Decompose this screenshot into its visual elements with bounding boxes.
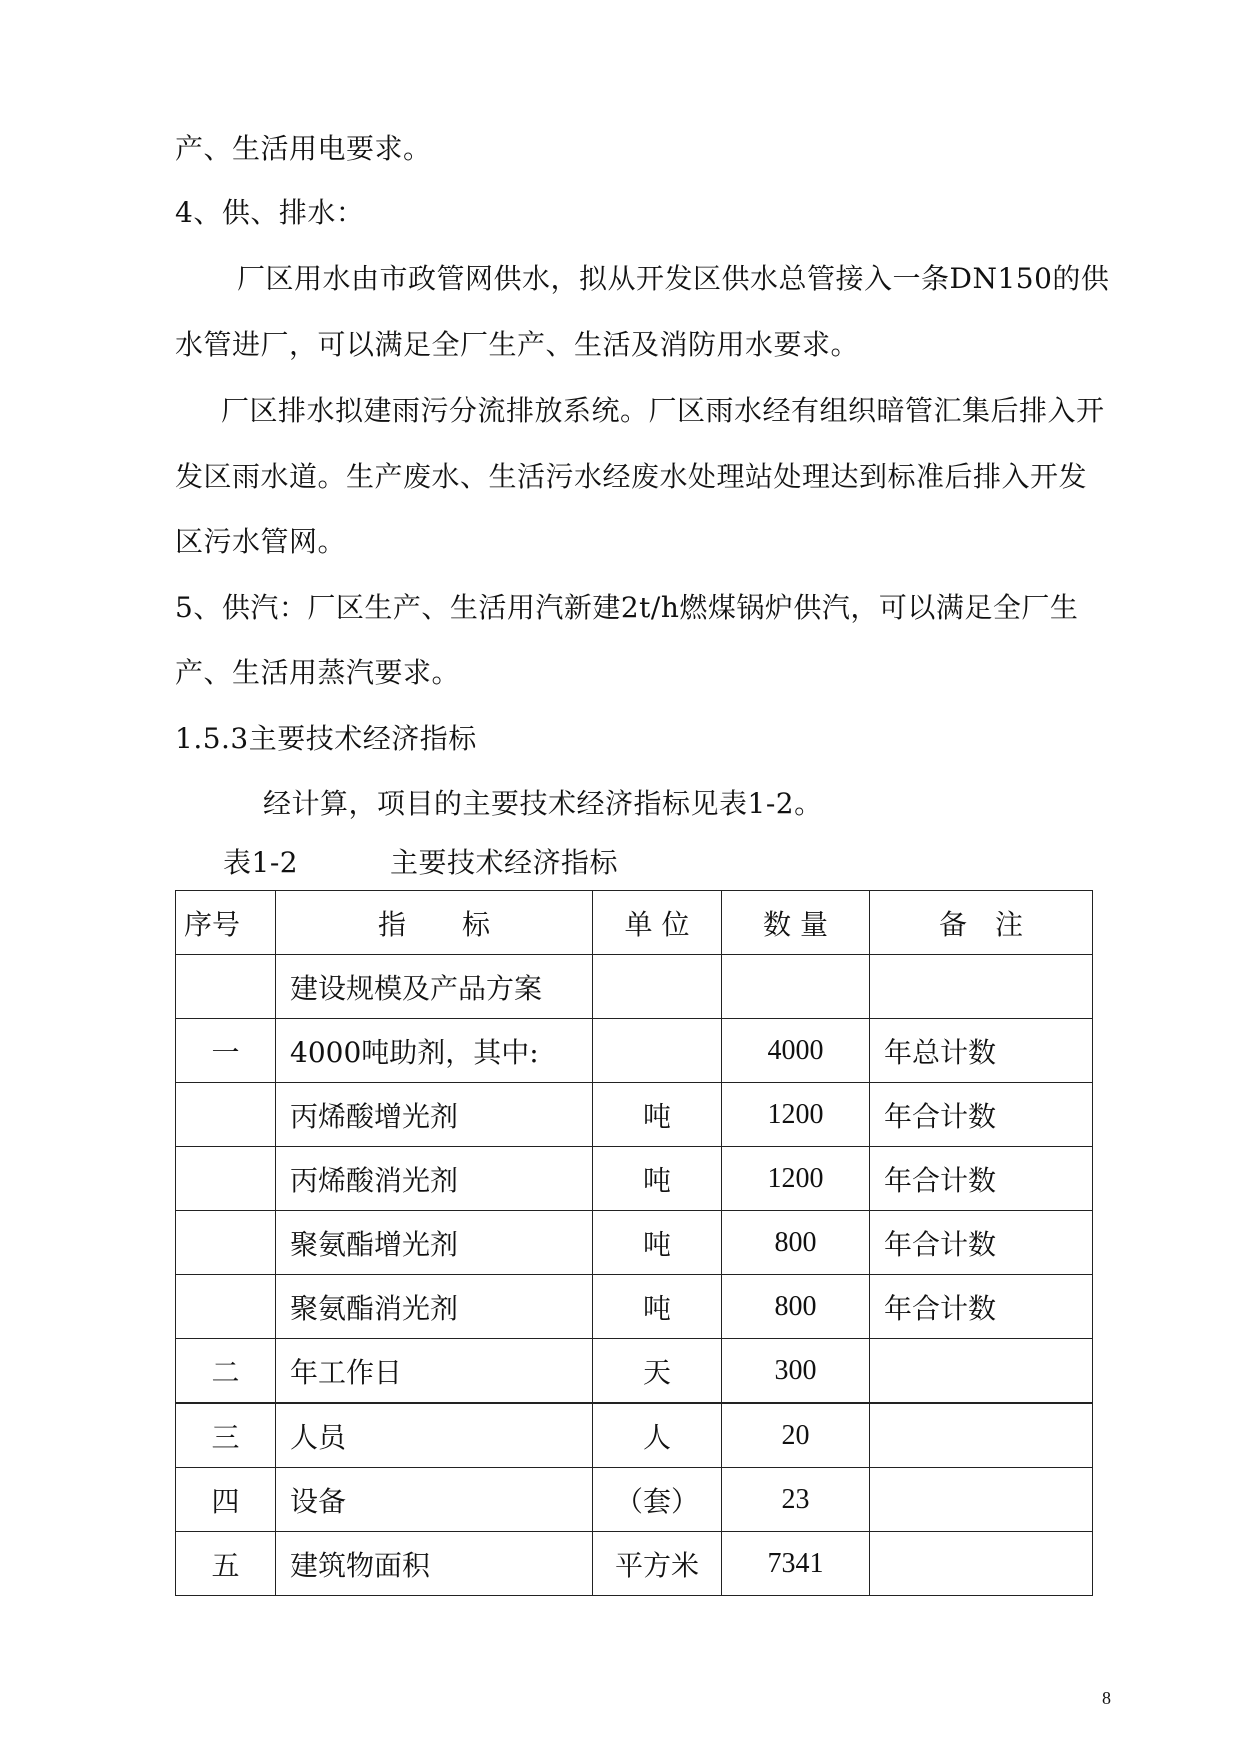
- table-row: [176, 1339, 1093, 1404]
- table-row: [176, 955, 1093, 1019]
- table-caption-number: 表1-2: [223, 846, 299, 879]
- table-cell: 二: [176, 1339, 276, 1404]
- table-cell: 年工作日: [276, 1339, 593, 1404]
- indicators-table: [175, 890, 1093, 1596]
- paragraph-line: 发区雨水道。生产废水、生活污水经废水处理站处理达到标准后排入开发: [175, 460, 1088, 493]
- table-row: [176, 1403, 1093, 1468]
- table-row: [176, 1468, 1093, 1532]
- table-cell: 年合计数: [870, 1275, 1093, 1339]
- paragraph-line: 经计算，项目的主要技术经济指标见表1-2。: [263, 787, 823, 820]
- table-cell: 7341: [722, 1532, 870, 1596]
- paragraph-line: 水管进厂，可以满足全厂生产、生活及消防用水要求。: [175, 328, 860, 361]
- table-cell: [176, 1211, 276, 1275]
- table-cell: 聚氨酯消光剂: [276, 1275, 593, 1339]
- table-cell: [870, 1532, 1093, 1596]
- table-row: [176, 1147, 1093, 1211]
- table-cell: 人员: [276, 1403, 593, 1468]
- paragraph-line: 厂区排水拟建雨污分流排放系统。厂区雨水经有组织暗管汇集后排入开: [221, 394, 1105, 427]
- table-cell: 年合计数: [870, 1211, 1093, 1275]
- paragraph-line: 5、供汽：厂区生产、生活用汽新建2t/h燃煤锅炉供汽，可以满足全厂生: [175, 591, 1079, 624]
- header-cell: 序号: [176, 891, 276, 955]
- table-cell: 年合计数: [870, 1083, 1093, 1147]
- table-cell: 五: [176, 1532, 276, 1596]
- table-cell: 4000吨助剂，其中:: [276, 1019, 593, 1083]
- section-heading: 1.5.3主要技术经济指标: [175, 722, 477, 755]
- header-cell: 备 注: [870, 891, 1093, 955]
- table-cell: [176, 1147, 276, 1211]
- table-cell: 聚氨酯增光剂: [276, 1211, 593, 1275]
- section-heading: 4、供、排水：: [175, 196, 365, 229]
- paragraph-line: 厂区用水由市政管网供水，拟从开发区供水总管接入一条DN150的供: [237, 262, 1110, 295]
- table-cell: [176, 1083, 276, 1147]
- table-cell: [593, 955, 722, 1019]
- table-cell: [870, 1403, 1093, 1468]
- table-row: [176, 1275, 1093, 1339]
- table-cell: [176, 955, 276, 1019]
- table-cell: 20: [722, 1403, 870, 1468]
- page-number: 8: [1102, 1688, 1111, 1708]
- table-cell: 年总计数: [870, 1019, 1093, 1083]
- table-cell: [870, 955, 1093, 1019]
- table-cell: [722, 955, 870, 1019]
- table-row: [176, 1211, 1093, 1275]
- table-cell: 1200: [722, 1083, 870, 1147]
- table-cell: 4000: [722, 1019, 870, 1083]
- table-cell: [870, 1468, 1093, 1532]
- table-cell: 吨: [593, 1147, 722, 1211]
- table-row: [176, 1019, 1093, 1083]
- table-cell: 建设规模及产品方案: [276, 955, 593, 1019]
- paragraph-line: 产、生活用电要求。: [175, 132, 432, 165]
- table-cell: 建筑物面积: [276, 1532, 593, 1596]
- table-cell: [870, 1339, 1093, 1404]
- table-cell: 四: [176, 1468, 276, 1532]
- table-cell: （套）: [593, 1468, 722, 1532]
- table-cell: 800: [722, 1211, 870, 1275]
- table-cell: 1200: [722, 1147, 870, 1211]
- table-row: [176, 1083, 1093, 1147]
- table-cell: 设备: [276, 1468, 593, 1532]
- table-cell: [176, 1275, 276, 1339]
- table-cell: 丙烯酸消光剂: [276, 1147, 593, 1211]
- table-cell: 300: [722, 1339, 870, 1404]
- table-cell: 年合计数: [870, 1147, 1093, 1211]
- paragraph-line: 产、生活用蒸汽要求。: [175, 656, 461, 689]
- table-row: [176, 1532, 1093, 1596]
- table-cell: 吨: [593, 1275, 722, 1339]
- header-cell: 数 量: [722, 891, 870, 955]
- table-cell: 吨: [593, 1083, 722, 1147]
- table-cell: 23: [722, 1468, 870, 1532]
- table-cell: 吨: [593, 1211, 722, 1275]
- table-cell: 丙烯酸增光剂: [276, 1083, 593, 1147]
- header-cell: 指 标: [276, 891, 593, 955]
- paragraph-line: 区污水管网。: [175, 525, 347, 558]
- table-cell: 三: [176, 1403, 276, 1468]
- table-cell: 800: [722, 1275, 870, 1339]
- table-cell: 平方米: [593, 1532, 722, 1596]
- header-cell: 单 位: [593, 891, 722, 955]
- table-header-row: [176, 891, 1093, 955]
- table-cell: [593, 1019, 722, 1083]
- table-cell: 人: [593, 1403, 722, 1468]
- table-cell: 一: [176, 1019, 276, 1083]
- table-caption-title: 主要技术经济指标: [390, 846, 619, 879]
- table-cell: 天: [593, 1339, 722, 1404]
